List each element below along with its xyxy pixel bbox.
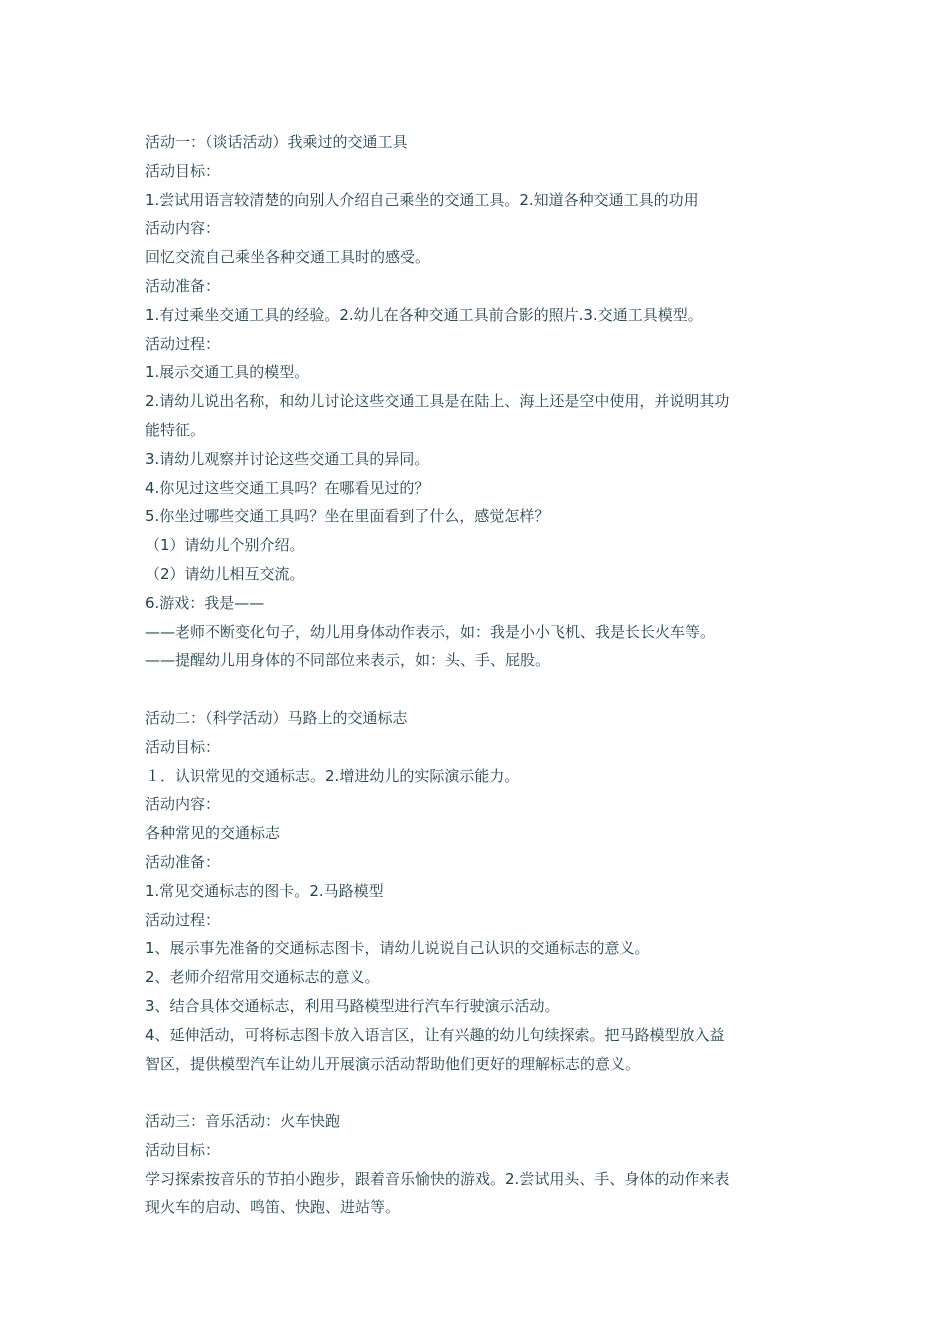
activity-three-title: 活动三：音乐活动：火车快跑 — [145, 1112, 341, 1131]
activity-two-title: 活动二：（科学活动）马路上的交通标志 — [145, 708, 408, 727]
content-heading: 活动内容： — [145, 795, 221, 814]
section-spacer — [145, 1078, 815, 1107]
process-step-4-cont: 智区，提供模型汽车让幼儿开展演示活动帮助他们更好的理解标志的意义。 — [145, 1054, 641, 1073]
section-spacer — [145, 675, 815, 704]
preparation-text: 1.有过乘坐交通工具的经验。2.幼儿在各种交通工具前合影的照片.3.交通工具模型。 — [145, 305, 703, 324]
game-note-1: ——老师不断变化句子，幼儿用身体动作表示，如：我是小小飞机、我是长长火车等。 — [145, 622, 716, 641]
content-text: 回忆交流自己乘坐各种交通工具时的感受。 — [145, 248, 431, 267]
content-text: 各种常见的交通标志 — [145, 824, 281, 843]
process-step-1: 1.展示交通工具的模型。 — [145, 363, 310, 382]
game-note-2: ——提醒幼儿用身体的不同部位来表示，如：头、手、屁股。 — [145, 651, 551, 670]
preparation-heading: 活动准备： — [145, 852, 221, 871]
process-step-5: 5.你坐过哪些交通工具吗？坐在里面看到了什么，感觉怎样？ — [145, 507, 550, 526]
objectives-text: １．认识常见的交通标志。2.增进幼儿的实际演示能力。 — [145, 766, 520, 785]
activity-three-section — [145, 1107, 815, 1222]
activity-two-section — [145, 704, 815, 1078]
process-step-6: 6.游戏：我是—— — [145, 593, 265, 612]
process-heading: 活动过程： — [145, 910, 221, 929]
preparation-text: 1.常见交通标志的图卡。2.马路模型 — [145, 881, 384, 900]
process-step-2: 2、老师介绍常用交通标志的意义。 — [145, 968, 380, 987]
process-step-4: 4、延伸活动，可将标志图卡放入语言区，让有兴趣的幼儿句续探索。把马路模型放入益 — [145, 1025, 725, 1044]
process-substep-1: （1）请幼儿个别介绍。 — [145, 536, 305, 555]
process-step-3: 3、结合具体交通标志，利用马路模型进行汽车行驶演示活动。 — [145, 996, 560, 1015]
process-substep-2: （2）请幼儿相互交流。 — [145, 564, 305, 583]
process-step-2-cont: 能特征。 — [145, 420, 206, 439]
activity-one-title: 活动一：（谈话活动）我乘过的交通工具 — [145, 133, 408, 151]
document-page — [145, 128, 815, 1222]
process-heading: 活动过程： — [145, 334, 221, 353]
objectives-heading: 活动目标： — [145, 1140, 221, 1159]
objectives-heading: 活动目标： — [145, 737, 221, 756]
objectives-text: 1.尝试用语言较清楚的向别人介绍自己乘坐的交通工具。2.知道各种交通工具的功用 — [145, 190, 699, 209]
activity-one-section — [145, 128, 815, 675]
content-heading: 活动内容： — [145, 219, 221, 238]
process-step-1: 1、展示事先准备的交通标志图卡，请幼儿说说自己认识的交通标志的意义。 — [145, 939, 650, 958]
process-step-2: 2.请幼儿说出名称，和幼儿讨论这些交通工具是在陆上、海上还是空中使用，并说明其功 — [145, 392, 730, 411]
objectives-text: 学习探索按音乐的节拍小跑步，跟着音乐愉快的游戏。2.尝试用头、手、身体的动作来表 — [145, 1169, 730, 1188]
objectives-text-cont: 现火车的启动、鸣笛、快跑、进站等。 — [145, 1198, 401, 1217]
process-step-4: 4.你见过这些交通工具吗？在哪看见过的？ — [145, 478, 430, 497]
process-step-3: 3.请幼儿观察并讨论这些交通工具的异同。 — [145, 449, 430, 468]
preparation-heading: 活动准备： — [145, 276, 221, 295]
objectives-heading: 活动目标： — [145, 161, 221, 180]
